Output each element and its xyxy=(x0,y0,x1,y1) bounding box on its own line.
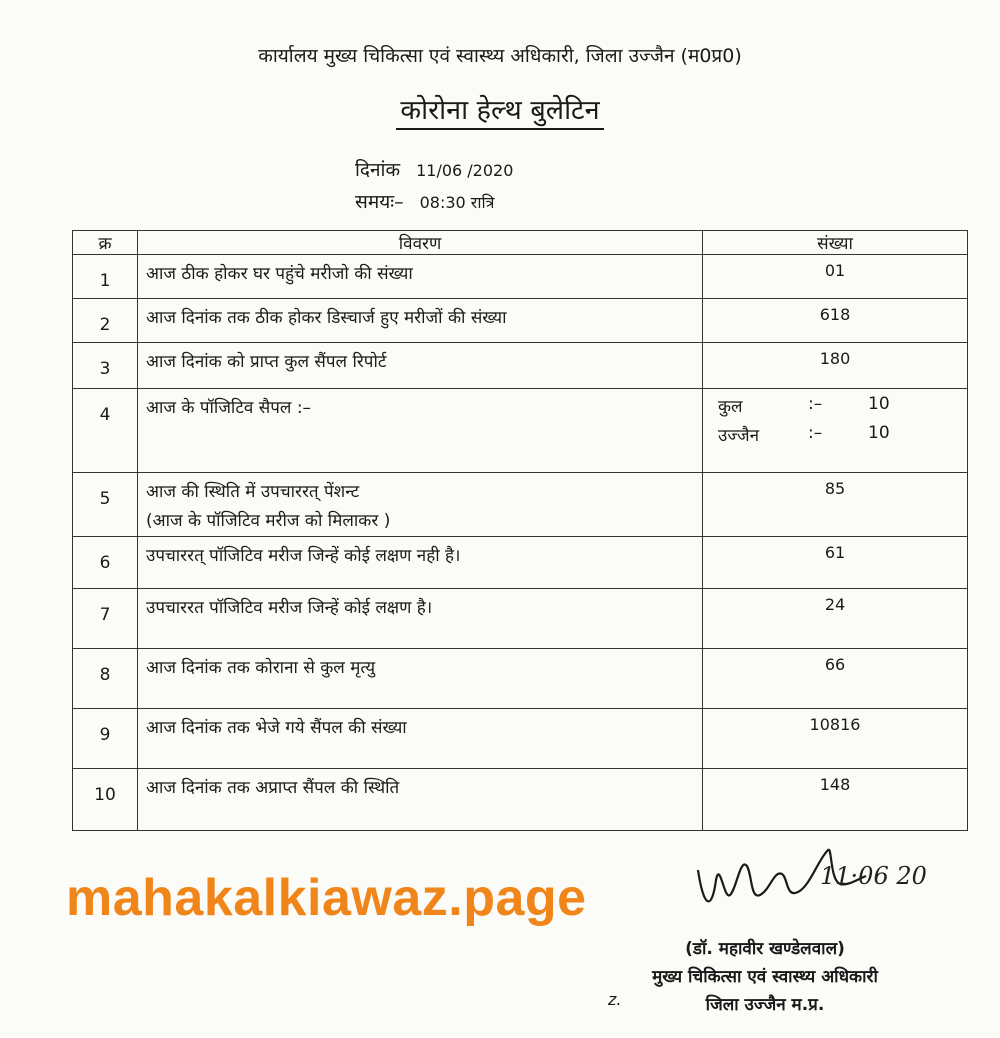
header-sn: क्र xyxy=(73,231,138,255)
row-sn: 4 xyxy=(73,389,138,473)
row-sn: 5 xyxy=(73,473,138,537)
row-value: 618 xyxy=(703,299,968,343)
positive-breakdown xyxy=(704,390,966,446)
row-sn: 9 xyxy=(73,709,138,769)
table-row xyxy=(73,343,968,389)
row-desc: उपचाररत पॉजिटिव मरीज जिन्हें कोई लक्षण है। xyxy=(138,589,703,649)
signatory-block xyxy=(600,935,930,1019)
breakdown-value: 10 xyxy=(868,394,890,414)
row-desc: आज दिनांक को प्राप्त कुल सैंपल रिपोर्ट xyxy=(138,343,703,389)
row-sn: 1 xyxy=(73,255,138,299)
row-value-split xyxy=(703,389,968,473)
row-value: 180 xyxy=(703,343,968,389)
row-desc: आज ठीक होकर घर पहुंचे मरीजो की संख्या xyxy=(138,255,703,299)
breakdown-value: 10 xyxy=(868,423,890,443)
row-value: 85 xyxy=(703,473,968,537)
table-row xyxy=(73,255,968,299)
table-row xyxy=(73,769,968,831)
row-sn: 10 xyxy=(73,769,138,831)
signatory-name: (डॉ. महावीर खण्डेलवाल) xyxy=(685,939,845,959)
row-desc: आज दिनांक तक ठीक होकर डिस्चार्ज हुए मरीजों की संख्या xyxy=(138,299,703,343)
table-row xyxy=(73,299,968,343)
row-value: 66 xyxy=(703,649,968,709)
time-label: समयः– xyxy=(355,191,404,213)
watermark-text: mahakalkiawaz.page xyxy=(66,869,587,927)
breakdown-label: कुल xyxy=(718,397,743,417)
bulletin-table xyxy=(72,230,968,831)
table-row xyxy=(73,473,968,537)
bulletin-title xyxy=(0,90,1000,127)
table-header-row xyxy=(73,231,968,255)
row-desc: उपचाररत् पॉजिटिव मरीज जिन्हें कोई लक्षण नही है। xyxy=(138,537,703,589)
row-value: 61 xyxy=(703,537,968,589)
row-desc: आज दिनांक तक कोराना से कुल मृत्यु xyxy=(138,649,703,709)
row-sn: 6 xyxy=(73,537,138,589)
row-value: 10816 xyxy=(703,709,968,769)
header-count: संख्या xyxy=(703,231,968,255)
row-sn: 8 xyxy=(73,649,138,709)
time-value: 08:30 रात्रि xyxy=(419,193,495,212)
office-heading: कार्यालय मुख्य चिकित्सा एवं स्वास्थ्य अधिकारी, जिला उज्जैन (म0प्र0) xyxy=(258,45,742,67)
table-row xyxy=(73,709,968,769)
row-desc: आज के पॉजिटिव सैपल :– xyxy=(138,389,703,473)
date-label: दिनांक xyxy=(355,159,401,181)
date-line xyxy=(355,156,513,182)
bulletin-title-text: कोरोना हेल्थ बुलेटिन xyxy=(396,95,603,130)
table-row xyxy=(73,649,968,709)
table-row xyxy=(73,589,968,649)
time-line xyxy=(355,188,494,214)
row-desc-line1: आज की स्थिति में उपचाररत् पेंशन्ट xyxy=(146,482,360,502)
breakdown-sep: :– xyxy=(808,394,823,414)
row-sn: 2 xyxy=(73,299,138,343)
table-row xyxy=(73,389,968,473)
row-value: 148 xyxy=(703,769,968,831)
breakdown-sep: :– xyxy=(808,423,823,443)
row-value: 24 xyxy=(703,589,968,649)
row-desc-line2: (आज के पॉजिटिव मरीज को मिलाकर ) xyxy=(146,511,391,531)
signatory-district: जिला उज्जैन म.प्र. xyxy=(705,995,825,1015)
initial-mark: z. xyxy=(608,990,622,1009)
row-sn: 3 xyxy=(73,343,138,389)
signature-date: 11·06 20 xyxy=(820,862,927,890)
row-desc xyxy=(138,473,703,537)
row-desc: आज दिनांक तक भेजे गये सैंपल की संख्या xyxy=(138,709,703,769)
header-desc: विवरण xyxy=(138,231,703,255)
date-value: 11/06 /2020 xyxy=(416,161,514,180)
row-desc: आज दिनांक तक अप्राप्त सैंपल की स्थिति xyxy=(138,769,703,831)
breakdown-label: उज्जैन xyxy=(718,426,760,446)
table-row xyxy=(73,537,968,589)
signatory-designation: मुख्य चिकित्सा एवं स्वास्थ्य अधिकारी xyxy=(652,967,878,987)
row-sn: 7 xyxy=(73,589,138,649)
row-value: 01 xyxy=(703,255,968,299)
